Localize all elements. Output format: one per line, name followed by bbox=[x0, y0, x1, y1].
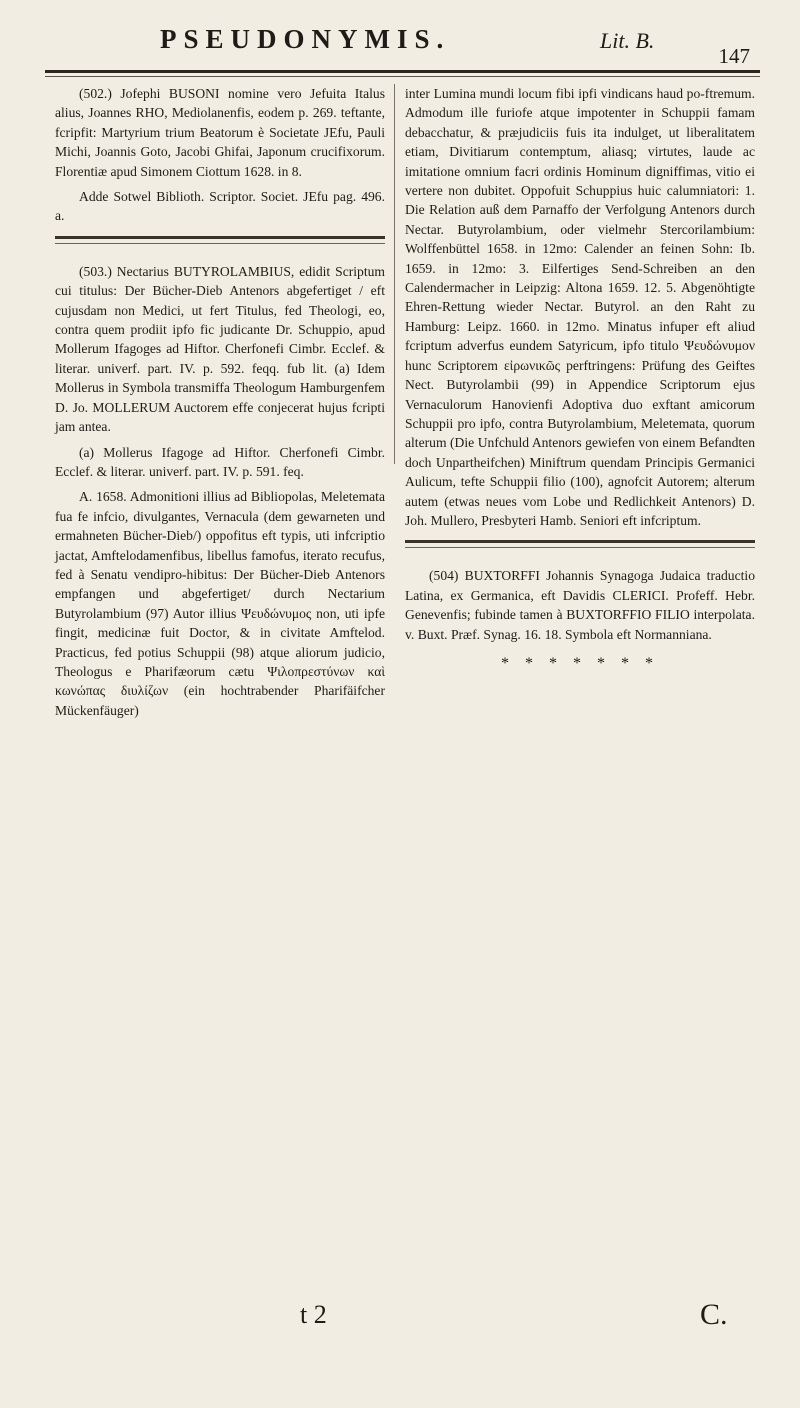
entry-503: (503.) Nectarius BUTYROLAMBIUS, edidit Scriptum cui titulus: Der Bücher-Dieb Antenors abgefertiget / eft cujusdam non Medici, ut fert Titulus, fed Theologi, eo, contra quem prodiit ipfo fic judicante Dr. Schuppio, apud Mollerum Ifagoges ad Hiftor. Cherfonefi Cimbr. Ecclef. & literar. univerf. part. IV. p. 592. feqq. fub lit. (a) Idem Mollerus in Symbola transmiffa Theologum Hamburgenfem D. Jo. MOLLERUM Auctorem effe conjecerat hujus fcripti jam antea. bbox=[55, 263, 385, 435]
entry-separator bbox=[55, 236, 385, 239]
left-column bbox=[55, 84, 385, 726]
entry-separator-thin bbox=[55, 243, 385, 244]
entry-504: (504) BUXTORFFI Johannis Synagoga Judaica traductio Latina, ex Germanica, eft Davidis CLERICI. Profeff. Hebr. Genevenfis; fubinde tamen à BUXTORFFIO FILIO interpolata. v. Buxt. Præf. Synag. 16. 18. Symbola eft Normanniana. bbox=[405, 568, 755, 642]
running-header bbox=[40, 20, 760, 72]
page-footer bbox=[0, 1300, 800, 1340]
entry-separator bbox=[405, 540, 755, 543]
entry-separator-thin bbox=[405, 547, 755, 548]
entry-503-right-continuation: inter Lumina mundi locum fibi ipfi vindicans haud po-ftremum. Admodum ille furiofe atque impotenter in Schuppii famam debacchatur, & præjudiciis fuis ita indulget, ut liberalitatem etiam, Divitiarum contemptum, aliasq; virtutes, laude ac imitatione omnium facri ordinis Hominum digniffimas, vitio ei vertere non dubitet. Oppofuit Schuppius huic calumniatori: 1. Die Relation auß dem Parnaffo der Verfolgung Antenors durch Nectar. Butyrolambium, oder vielmehr Stercorilambium: Wolffenbüttel 1658. in 12mo: Calender an feinen Sohn: Ib. 1659. in 12mo: 3. Eilfertiges Send-Schreiben an den Calendermacher in Leipzig: Altona 1659. 12. 5. Abgenöhtigte Ehren-Rettung wieder Nectar. Butyrol. an den Raht zu Hamburg: Leipz. 1660. in 12mo. Minatus infuper eft aliud fcriptum adverfus eundem Satyricum, ipfo titulo Ψευδώνυμον hunc Scriptorem εἰρωνικῶς perftringens: Prüfung des Geiftes Nect. Butyrolambii (99) in Appendice Scriptorum ejus Vernaculorum Hanovienfi Adoptiva duo exftant amicorum Schuppii pro ipfo, contra Butyrolambium, Meletemata, quorum alterum (Die Unfchuld Antenors gewiefen von einem Befandten doch Unpartheifchen) Miniftrum quendam Principis Germanici Aulicum, tefte Schuppii filio (100), agnofcit Autorem; alterum autem (etwas neues vom Lobe und Redlichkeit Antenors) D. Joh. Mullero, Presbyteri Hamb. Seniori eft infcriptum. bbox=[405, 86, 755, 528]
page-number: 147 bbox=[718, 44, 750, 68]
running-title: PSEUDONYMIS. bbox=[160, 24, 451, 54]
header-rule-thin bbox=[45, 76, 760, 77]
right-column bbox=[405, 84, 755, 673]
entry-503-continuation: A. 1658. Admonitioni illius ad Bibliopolas, Meletemata fua fe infcio, divulgantes, Vernacula (dem gewarneten und ermahneten Bücher-Dieb/) oppofitus eft typis, uti infcriptio jactat, Amftelodamenfibus, libellus famofus, iterato recufus, fed à Senatu vendipro-hibitus: Der Bücher-Dieb Antenors empfangen und abgefertiget/ durch Nectarium Butyrolambium (97) Autor illius Ψευδώνυμος non, uti ipfe fingit, medicinæ fuit Doctor, & in civitate Amftelod. Practicus, fed potius Schuppii (98) atque aliorum judicio, Theologus e Pharifæorum cætu Ψιλοπρεστύνων καὶ κωνώπας διυλίζων (ein hochtrabender Pharifäifcher Mückenfäuger) bbox=[55, 489, 385, 718]
signature-mark: t 2 bbox=[300, 1300, 327, 1329]
entry-502: (502.) Jofephi BUSONI nomine vero Jefuita Italus alius, Joannes RHO, Mediolanenfis, eodem p. 269. teftante, fcripfit: Martyrium trium Beatorum è Societate JEfu, Pauli Michi, Joannis Goto, Jacobi Ghifai, Japonum crucifixorum. Florentiæ apud Simonem Ciottum 1628. in 8. bbox=[55, 86, 385, 179]
asterism-ornament: * * * * * * * bbox=[501, 654, 659, 672]
entry-502-addendum: Adde Sotwel Biblioth. Scriptor. Societ. JEfu pag. 496. a. bbox=[55, 189, 385, 224]
column-divider bbox=[394, 84, 395, 464]
catchword: C. bbox=[700, 1298, 728, 1331]
header-rule bbox=[45, 70, 760, 73]
section-label: Lit. B. bbox=[600, 28, 655, 53]
footnote-a: (a) Mollerus Ifagoge ad Hiftor. Cherfonefi Cimbr. Ecclef. & literar. univerf. part. IV. p. 591. feq. bbox=[55, 444, 385, 479]
